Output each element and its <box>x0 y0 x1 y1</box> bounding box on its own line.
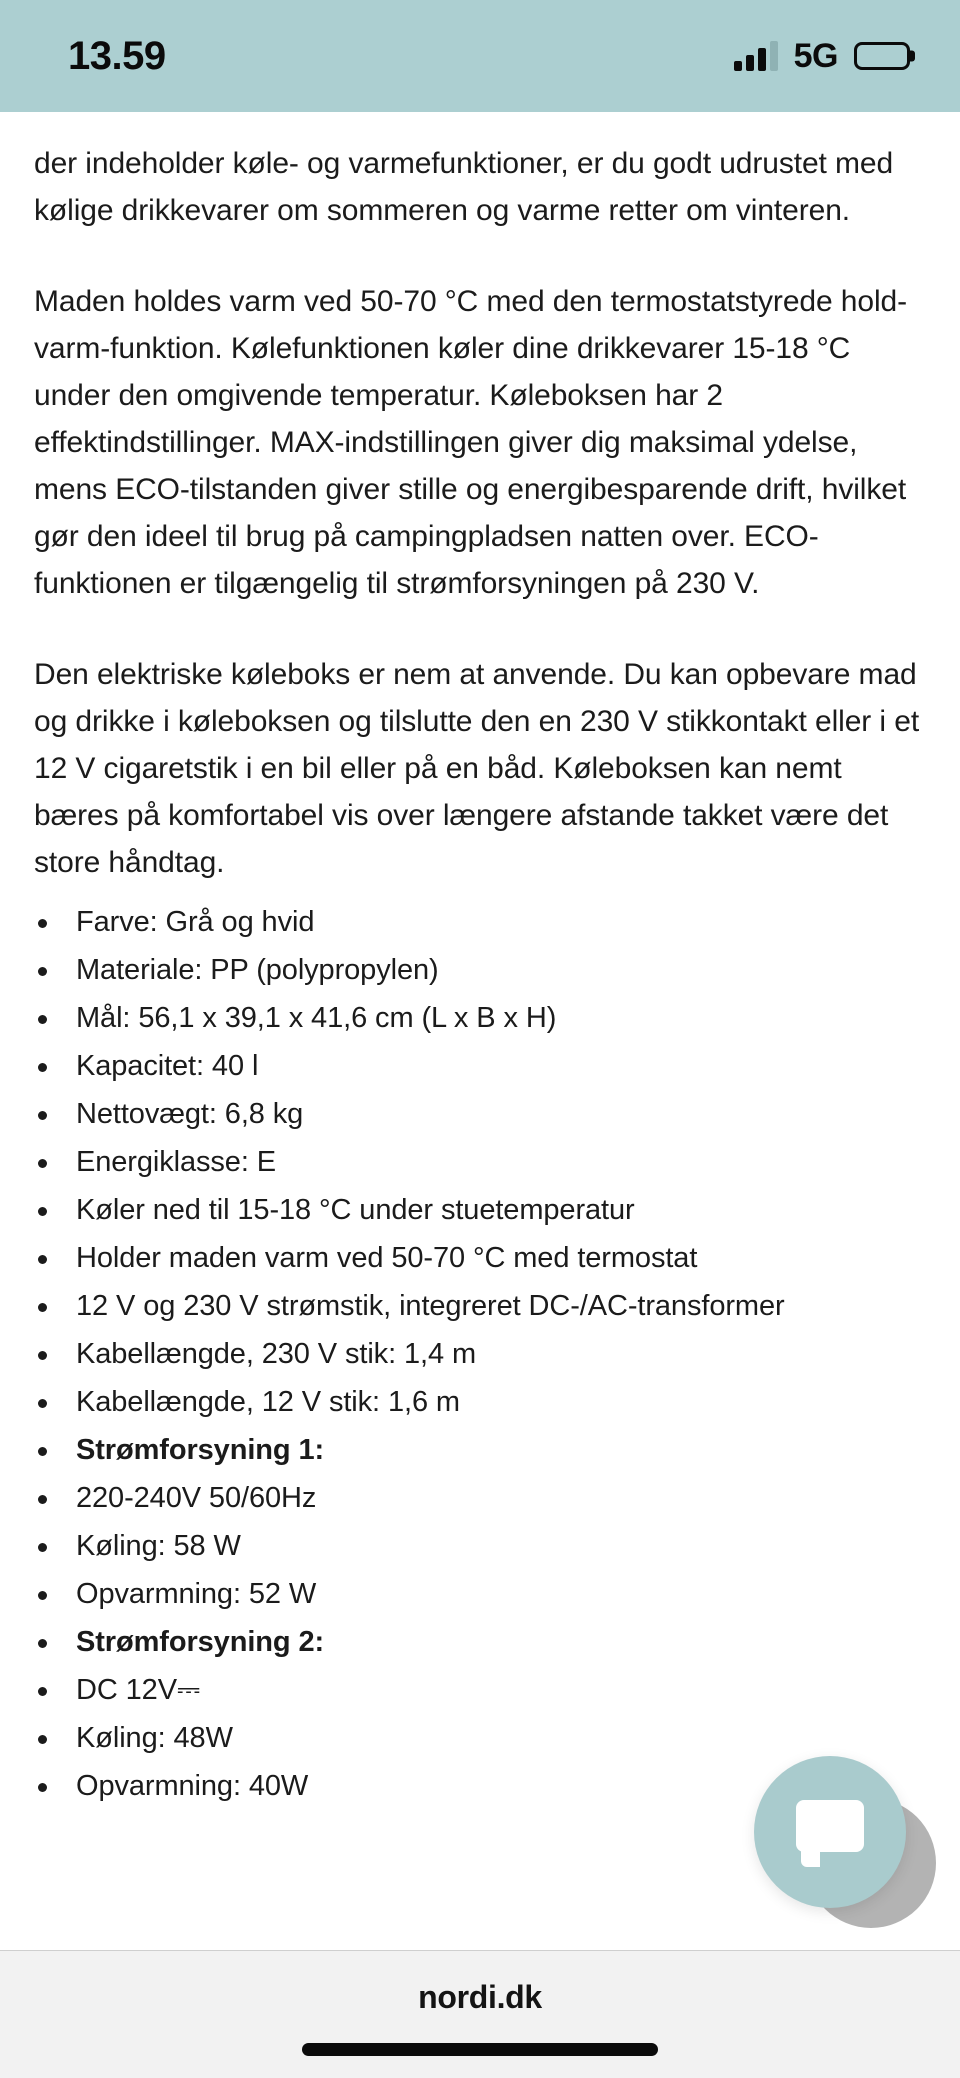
list-item: Kabellængde, 12 V stik: 1,6 m <box>34 1378 926 1426</box>
list-item: Energiklasse: E <box>34 1138 926 1186</box>
list-item: Mål: 56,1 x 39,1 x 41,6 cm (L x B x H) <box>34 994 926 1042</box>
list-item: Materiale: PP (polypropylen) <box>34 946 926 994</box>
list-item: 12 V og 230 V strømstik, integreret DC-/AC-transformer <box>34 1282 926 1330</box>
paragraph-1: der indeholder køle- og varmefunktioner, er du godt udrustet med kølige drikkevarer om sommeren og varme retter om vinteren. <box>34 147 894 227</box>
status-bar-indicators <box>734 39 910 73</box>
list-item: Køling: 48W <box>34 1714 926 1762</box>
signal-bars-icon <box>734 41 778 71</box>
list-item: DC 12V⎓ <box>34 1666 926 1714</box>
list-item: Strømforsyning 1: <box>34 1426 926 1474</box>
list-item: Kapacitet: 40 l <box>34 1042 926 1090</box>
page-content <box>0 112 960 1950</box>
list-item: Farve: Grå og hvid <box>34 898 926 946</box>
specifications-list <box>34 898 926 1810</box>
list-item: 220-240V 50/60Hz <box>34 1474 926 1522</box>
network-type-label: 5G <box>793 37 838 75</box>
status-bar <box>0 0 960 112</box>
chat-widget[interactable] <box>744 1742 944 1942</box>
browser-bottom-bar <box>0 1950 960 2078</box>
paragraph-3: Den elektriske køleboks er nem at anvende. Du kan opbevare mad og drikke i køleboksen og tilslutte den en 230 V stikkontakt eller i et 12 V cigaretstik i en bil eller på en båd. Køleboksen kan nemt bæres på komfortabel vis over længere afstande takket være det store håndtag. <box>34 658 920 879</box>
list-item: Køler ned til 15-18 °C under stuetemperatur <box>34 1186 926 1234</box>
chat-launcher-button[interactable] <box>754 1756 906 1908</box>
list-item: Holder maden varm ved 50-70 °C med termostat <box>34 1234 926 1282</box>
site-name-label[interactable]: nordi.dk <box>418 1979 542 2015</box>
home-indicator[interactable] <box>302 2043 658 2056</box>
chat-bubble-icon <box>796 1800 864 1852</box>
list-item: Nettovægt: 6,8 kg <box>34 1090 926 1138</box>
list-item: Kabellængde, 230 V stik: 1,4 m <box>34 1330 926 1378</box>
list-item: Køling: 58 W <box>34 1522 926 1570</box>
list-item: Opvarmning: 40W <box>34 1762 926 1810</box>
paragraph-2: Maden holdes varm ved 50-70 °C med den termostatstyrede hold-varm-funktion. Kølefunktionen køler dine drikkevarer 15-18 °C under den omgivende temperatur. Køleboksen har 2 effektindstillinger. MAX-indstillingen giver dig maksimal ydelse, mens ECO-tilstanden giver stille og energibesparende drift, hvilket gør den ideel til brug på campingpladsen natten over. ECO-funktionen er tilgængelig til strømforsyningen på 230 V. <box>34 285 908 600</box>
list-item: Strømforsyning 2: <box>34 1618 926 1666</box>
list-item: Opvarmning: 52 W <box>34 1570 926 1618</box>
battery-icon <box>854 42 910 70</box>
status-bar-time: 13.59 <box>68 34 166 78</box>
